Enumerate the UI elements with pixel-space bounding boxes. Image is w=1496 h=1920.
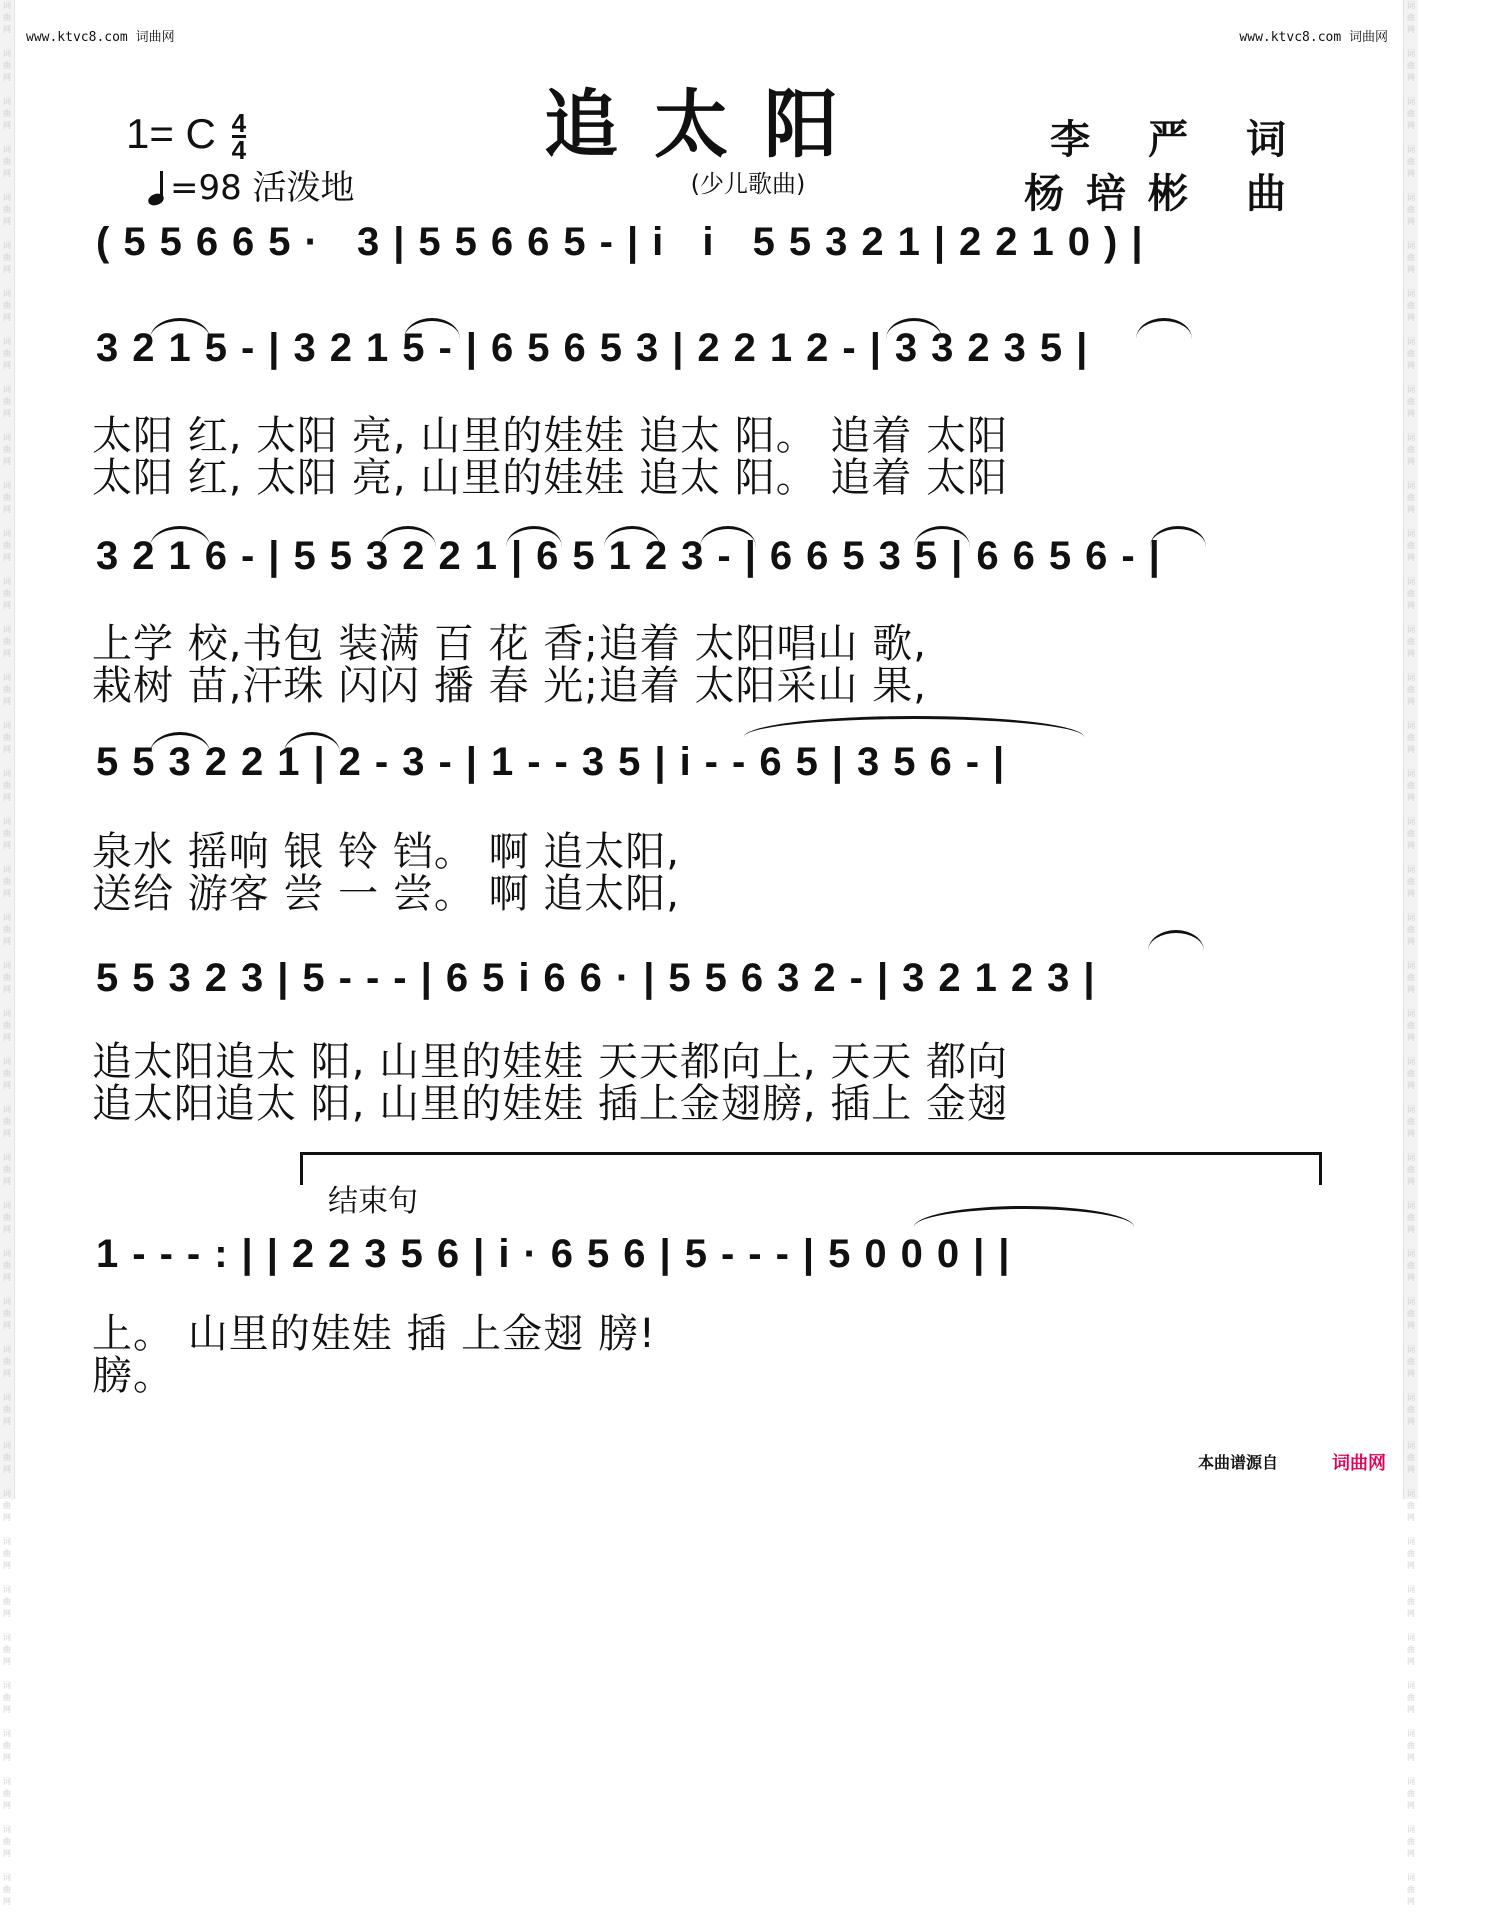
slur-mark bbox=[886, 318, 942, 339]
song-subtitle: (少儿歌曲) bbox=[690, 170, 806, 198]
notation-line-5 bbox=[0, 956, 1418, 1016]
notation-line-6 bbox=[0, 1232, 1418, 1292]
footer-source-text: 本曲谱源自 bbox=[1197, 1453, 1278, 1472]
slur-mark bbox=[1136, 318, 1192, 339]
slur-mark bbox=[284, 732, 340, 753]
notation-text: 1---:||22356|i·656|5---|5000|| bbox=[96, 1232, 1024, 1276]
time-signature bbox=[231, 108, 247, 166]
watermark-text: 词 曲 网 词 曲 网 词 曲 网 词 曲 网 词 曲 网 词 曲 网 词 曲 网 词 曲 网 词 曲 网 词 曲 网 词 曲 网 词 曲 网 词 曲 网 词 曲 网 词 曲 网 词 曲 网 词 曲 网 词 曲 网 词 曲 网 词 曲 网 词 曲 网 词 曲 网 词 曲 网 词 曲 网 词 曲 网 词 曲 网 词 曲 网 词 曲 网 词 曲 网 词 曲 网 词 曲 网 词 曲 网 词 曲 网 词 曲 网 词 曲 网 词 曲 网 词 曲 网 词 曲 网 词 曲 网 词 曲 网 bbox=[1407, 1, 1415, 1906]
lyrics-verse-1-line-4: 追太阳追太 阳, 山里的娃娃 天天都向上, 天天 都向 bbox=[92, 1039, 1009, 1085]
slur-mark bbox=[150, 526, 210, 547]
lyrics-verse-1-line-5: 上。 山里的娃娃 插 上金翅 膀! bbox=[92, 1311, 656, 1357]
lyricist-credit: 李 严 词 bbox=[1050, 117, 1308, 163]
ending-bracket bbox=[300, 1152, 1322, 1185]
composer-credit: 杨培彬 曲 bbox=[1024, 171, 1308, 217]
notation-text: 3215-|3215-|65653|2212-|33235| bbox=[96, 326, 1102, 370]
tempo-marking bbox=[148, 160, 355, 209]
slur-mark bbox=[914, 1206, 1134, 1227]
lyrics-verse-2-line-4: 追太阳追太 阳, 山里的娃娃 插上金翅膀, 插上 金翅 bbox=[92, 1081, 1009, 1127]
lyrics-verse-1-line-3: 泉水 摇响 银 铃 铛。 啊 追太阳, bbox=[92, 829, 681, 875]
lyrics-verse-2-line-5: 膀。 bbox=[92, 1353, 174, 1399]
notation-line-1 bbox=[0, 220, 1418, 280]
slur-mark bbox=[404, 318, 460, 339]
slur-mark bbox=[1148, 930, 1204, 951]
slur-mark bbox=[506, 526, 562, 547]
notation-line-2 bbox=[0, 326, 1418, 386]
key-signature bbox=[126, 108, 247, 166]
notation-text: 553221|2-3-|1--35|i--65|356-| bbox=[96, 740, 1019, 784]
notation-text: 3216-|553221|65123-|66535|6656-| bbox=[96, 534, 1174, 578]
notation-line-4 bbox=[0, 740, 1418, 800]
lyrics-verse-2-line-3: 送给 游客 尝 一 尝。 啊 追太阳, bbox=[92, 871, 681, 917]
slur-mark bbox=[700, 526, 756, 547]
lyrics-verse-2-line-2: 栽树 苗,汗珠 闪闪 播 春 光;追着 太阳采山 果, bbox=[92, 663, 927, 709]
tempo-text: =98 活泼地 bbox=[170, 168, 355, 208]
slur-mark bbox=[1150, 526, 1206, 547]
watermark-text: 词 曲 网 词 曲 网 词 曲 网 词 曲 网 词 曲 网 词 曲 网 词 曲 网 词 曲 网 词 曲 网 词 曲 网 词 曲 网 词 曲 网 词 曲 网 词 曲 网 词 曲 网 词 曲 网 词 曲 网 词 曲 网 词 曲 网 词 曲 网 词 曲 网 词 曲 网 词 曲 网 词 曲 网 词 曲 网 词 曲 网 词 曲 网 词 曲 网 词 曲 网 词 曲 网 词 曲 网 词 曲 网 词 曲 网 词 曲 网 词 曲 网 词 曲 网 词 曲 网 词 曲 网 词 曲 网 词 曲 网 bbox=[3, 1, 11, 1906]
time-bottom: 4 bbox=[231, 135, 247, 166]
notation-text: (55665· 3|55665-|i i 55321|2210)| bbox=[96, 220, 1157, 264]
time-top: 4 bbox=[231, 108, 247, 139]
slur-mark bbox=[380, 526, 436, 547]
lyrics-verse-1-line-2: 上学 校,书包 装满 百 花 香;追着 太阳唱山 歌, bbox=[92, 621, 927, 667]
site-header-right[interactable]: www.ktvc8.com 词曲网 bbox=[1239, 30, 1388, 45]
notation-text: 55323|5---|65i66·|55632-|32123| bbox=[96, 956, 1109, 1000]
quarter-note-icon bbox=[148, 171, 164, 205]
lyrics-verse-2-line-1: 太阳 红, 太阳 亮, 山里的娃娃 追太 阳。 追着 太阳 bbox=[92, 455, 1009, 501]
slur-mark bbox=[604, 526, 660, 547]
song-title: 追太阳 bbox=[544, 82, 874, 168]
key-text: 1= C bbox=[126, 110, 216, 157]
slur-mark bbox=[914, 526, 970, 547]
slur-mark bbox=[150, 318, 210, 339]
slur-mark bbox=[744, 716, 1084, 737]
lyrics-verse-1-line-1: 太阳 红, 太阳 亮, 山里的娃娃 追太 阳。 追着 太阳 bbox=[92, 413, 1009, 459]
footer-logo[interactable]: 词曲网 bbox=[1332, 1453, 1386, 1474]
site-header-left[interactable]: www.ktvc8.com 词曲网 bbox=[26, 30, 175, 45]
slur-mark bbox=[150, 732, 210, 753]
ending-label: 结束句 bbox=[328, 1184, 418, 1219]
